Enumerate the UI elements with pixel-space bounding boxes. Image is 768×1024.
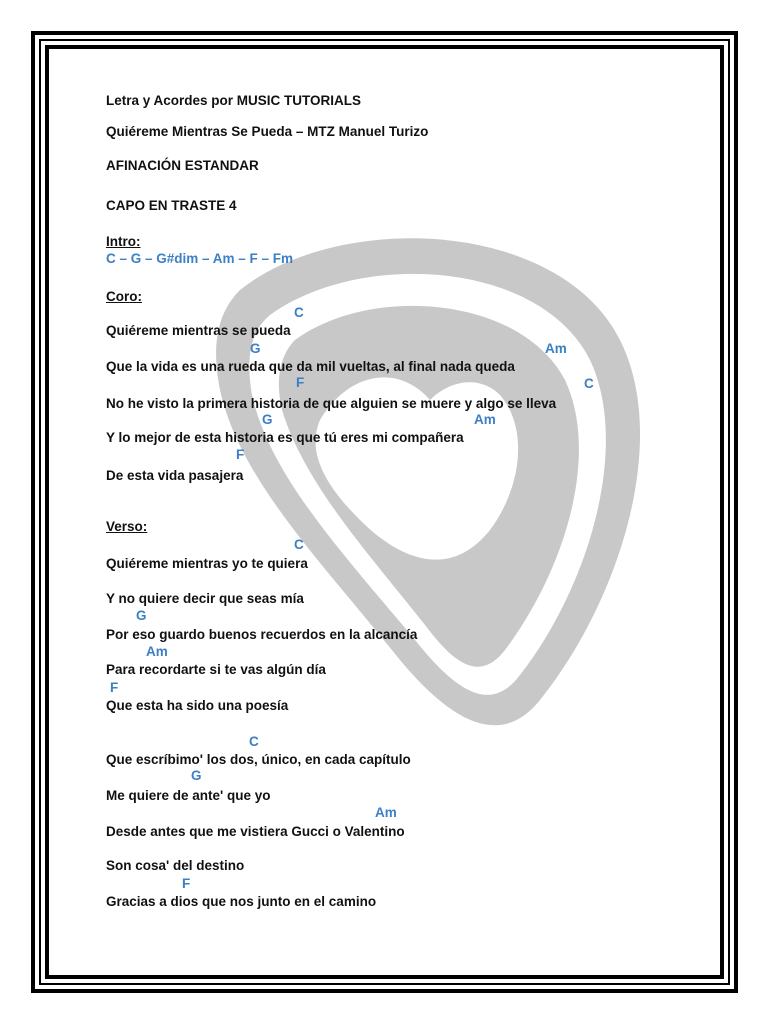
chord-label: G	[136, 608, 147, 623]
song-title: Quiéreme Mientras Se Pueda – MTZ Manuel Turizo	[106, 124, 429, 139]
chord-label: Am	[474, 412, 496, 427]
chord-label: G	[191, 768, 202, 783]
chord-label: Am	[375, 805, 397, 820]
capo-line: CAPO EN TRASTE 4	[106, 198, 237, 213]
lyric-line: Y lo mejor de esta historia es que tú eres mi compañera	[106, 430, 464, 445]
chord-label: C	[294, 537, 304, 552]
verso-heading: Verso:	[106, 519, 148, 534]
intro-heading: Intro:	[106, 234, 141, 249]
chord-label: C	[584, 376, 594, 391]
chord-label: F	[182, 876, 191, 891]
lyric-line: Quiéreme mientras yo te quiera	[106, 556, 308, 571]
lyric-line: Para recordarte si te vas algún día	[106, 662, 326, 677]
lyric-line: Que escríbimo' los dos, único, en cada capítulo	[106, 752, 411, 767]
lyric-line: Que esta ha sido una poesía	[106, 698, 289, 713]
chord-label: C	[294, 305, 304, 320]
lyric-line: Son cosa' del destino	[106, 858, 245, 873]
chord-label: Am	[146, 644, 168, 659]
chord-label: G	[250, 341, 261, 356]
intro-chords: C – G – G#dim – Am – F – Fm	[106, 251, 294, 266]
credit-line: Letra y Acordes por MUSIC TUTORIALS	[106, 93, 362, 108]
lyric-line: Y no quiere decir que seas mía	[106, 591, 304, 606]
chord-label: G	[262, 412, 273, 427]
chord-label: F	[110, 680, 119, 695]
coro-heading: Coro:	[106, 289, 142, 304]
tuning-line: AFINACIÓN ESTANDAR	[106, 158, 259, 173]
lyric-line: No he visto la primera historia de que alguien se muere y algo se lleva	[106, 396, 557, 411]
lyric-line: Desde antes que me vistiera Gucci o Valentino	[106, 824, 405, 839]
lyric-line: Me quiere de ante' que yo	[106, 788, 271, 803]
lyric-line: Que la vida es una rueda que da mil vueltas, al final nada queda	[106, 359, 515, 374]
lyric-line: De esta vida pasajera	[106, 468, 244, 483]
chord-label: Am	[545, 341, 567, 356]
chord-label: F	[296, 375, 305, 390]
lyric-line: Gracias a dios que nos junto en el camino	[106, 894, 377, 909]
lyric-line: Por eso guardo buenos recuerdos en la alcancía	[106, 627, 418, 642]
chord-label: C	[249, 734, 259, 749]
lyric-line: Quiéreme mientras se pueda	[106, 323, 291, 338]
chord-label: F	[236, 447, 245, 462]
